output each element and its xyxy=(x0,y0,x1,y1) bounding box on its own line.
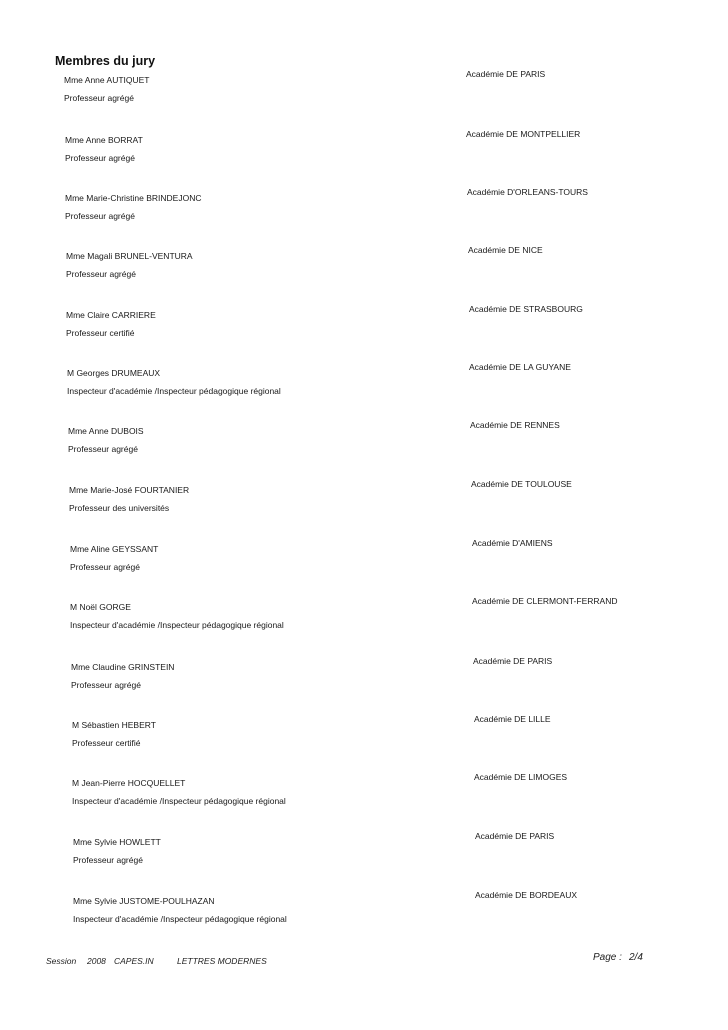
footer-exam: CAPES.IN xyxy=(114,956,154,966)
jury-member xyxy=(0,187,728,241)
jury-member xyxy=(0,596,728,650)
footer-session-label: Session xyxy=(46,956,77,966)
member-title: Professeur agrégé xyxy=(68,444,138,454)
member-title: Inspecteur d'académie /Inspecteur pédagogique régional xyxy=(67,386,281,396)
member-title: Professeur agrégé xyxy=(71,680,141,690)
member-title: Professeur agrégé xyxy=(66,269,136,279)
member-academy: Académie DE LA GUYANE xyxy=(469,362,571,372)
member-academy: Académie DE MONTPELLIER xyxy=(466,129,581,139)
member-name: Mme Marie-José FOURTANIER xyxy=(69,485,190,495)
jury-member xyxy=(0,714,728,768)
member-title: Professeur agrégé xyxy=(65,153,135,163)
member-academy: Académie DE PARIS xyxy=(473,656,553,666)
member-title: Professeur agrégé xyxy=(64,93,134,103)
member-academy: Académie DE LIMOGES xyxy=(474,772,568,782)
member-name: Mme Marie-Christine BRINDEJONC xyxy=(65,193,202,203)
member-title: Professeur agrégé xyxy=(70,562,140,572)
member-name: M Noël GORGE xyxy=(70,602,131,612)
member-title: Professeur des universités xyxy=(69,503,170,513)
jury-member xyxy=(0,656,728,710)
member-name: Mme Anne AUTIQUET xyxy=(64,75,150,85)
member-title: Professeur agrégé xyxy=(73,855,143,865)
member-academy: Académie DE PARIS xyxy=(466,69,546,79)
footer-discipline: LETTRES MODERNES xyxy=(177,956,267,966)
section-title: Membres du jury xyxy=(55,54,156,68)
member-academy: Académie DE BORDEAUX xyxy=(475,890,578,900)
member-academy: Académie D'ORLEANS-TOURS xyxy=(467,187,588,197)
member-title: Inspecteur d'académie /Inspecteur pédagogique régional xyxy=(70,620,284,630)
jury-member xyxy=(0,420,728,474)
member-academy: Académie DE STRASBOURG xyxy=(469,304,583,314)
member-academy: Académie DE RENNES xyxy=(470,420,560,430)
member-name: Mme Sylvie JUSTOME-POULHAZAN xyxy=(73,896,215,906)
member-title: Inspecteur d'académie /Inspecteur pédagogique régional xyxy=(73,914,287,924)
member-academy: Académie DE CLERMONT-FERRAND xyxy=(472,596,618,606)
jury-member xyxy=(0,772,728,826)
member-academy: Académie D'AMIENS xyxy=(472,538,553,548)
member-title: Professeur certifié xyxy=(66,328,135,338)
member-academy: Académie DE PARIS xyxy=(475,831,555,841)
jury-member xyxy=(0,362,728,416)
footer-page-number: 2/4 xyxy=(629,952,643,963)
jury-member xyxy=(0,831,728,885)
jury-member xyxy=(0,479,728,533)
member-name: Mme Anne DUBOIS xyxy=(68,426,144,436)
footer-page-label: Page : xyxy=(593,952,622,963)
member-name: M Jean-Pierre HOCQUELLET xyxy=(72,778,186,788)
member-name: M Sébastien HEBERT xyxy=(72,720,156,730)
member-name: Mme Claudine GRINSTEIN xyxy=(71,662,175,672)
jury-member xyxy=(0,129,728,183)
member-title: Inspecteur d'académie /Inspecteur pédagogique régional xyxy=(72,796,286,806)
footer-session-year: 2008 xyxy=(87,956,106,966)
member-academy: Académie DE NICE xyxy=(468,245,543,255)
jury-member xyxy=(0,890,728,944)
member-title: Professeur certifié xyxy=(72,738,141,748)
page-footer xyxy=(0,952,728,976)
jury-member xyxy=(0,69,728,123)
member-academy: Académie DE LILLE xyxy=(474,714,551,724)
member-name: Mme Magali BRUNEL-VENTURA xyxy=(66,251,193,261)
jury-member xyxy=(0,245,728,299)
member-name: Mme Aline GEYSSANT xyxy=(70,544,159,554)
member-name: M Georges DRUMEAUX xyxy=(67,368,161,378)
jury-member xyxy=(0,304,728,358)
member-name: Mme Sylvie HOWLETT xyxy=(73,837,161,847)
member-academy: Académie DE TOULOUSE xyxy=(471,479,572,489)
member-name: Mme Anne BORRAT xyxy=(65,135,143,145)
jury-member xyxy=(0,538,728,592)
member-name: Mme Claire CARRIERE xyxy=(66,310,156,320)
member-title: Professeur agrégé xyxy=(65,211,135,221)
